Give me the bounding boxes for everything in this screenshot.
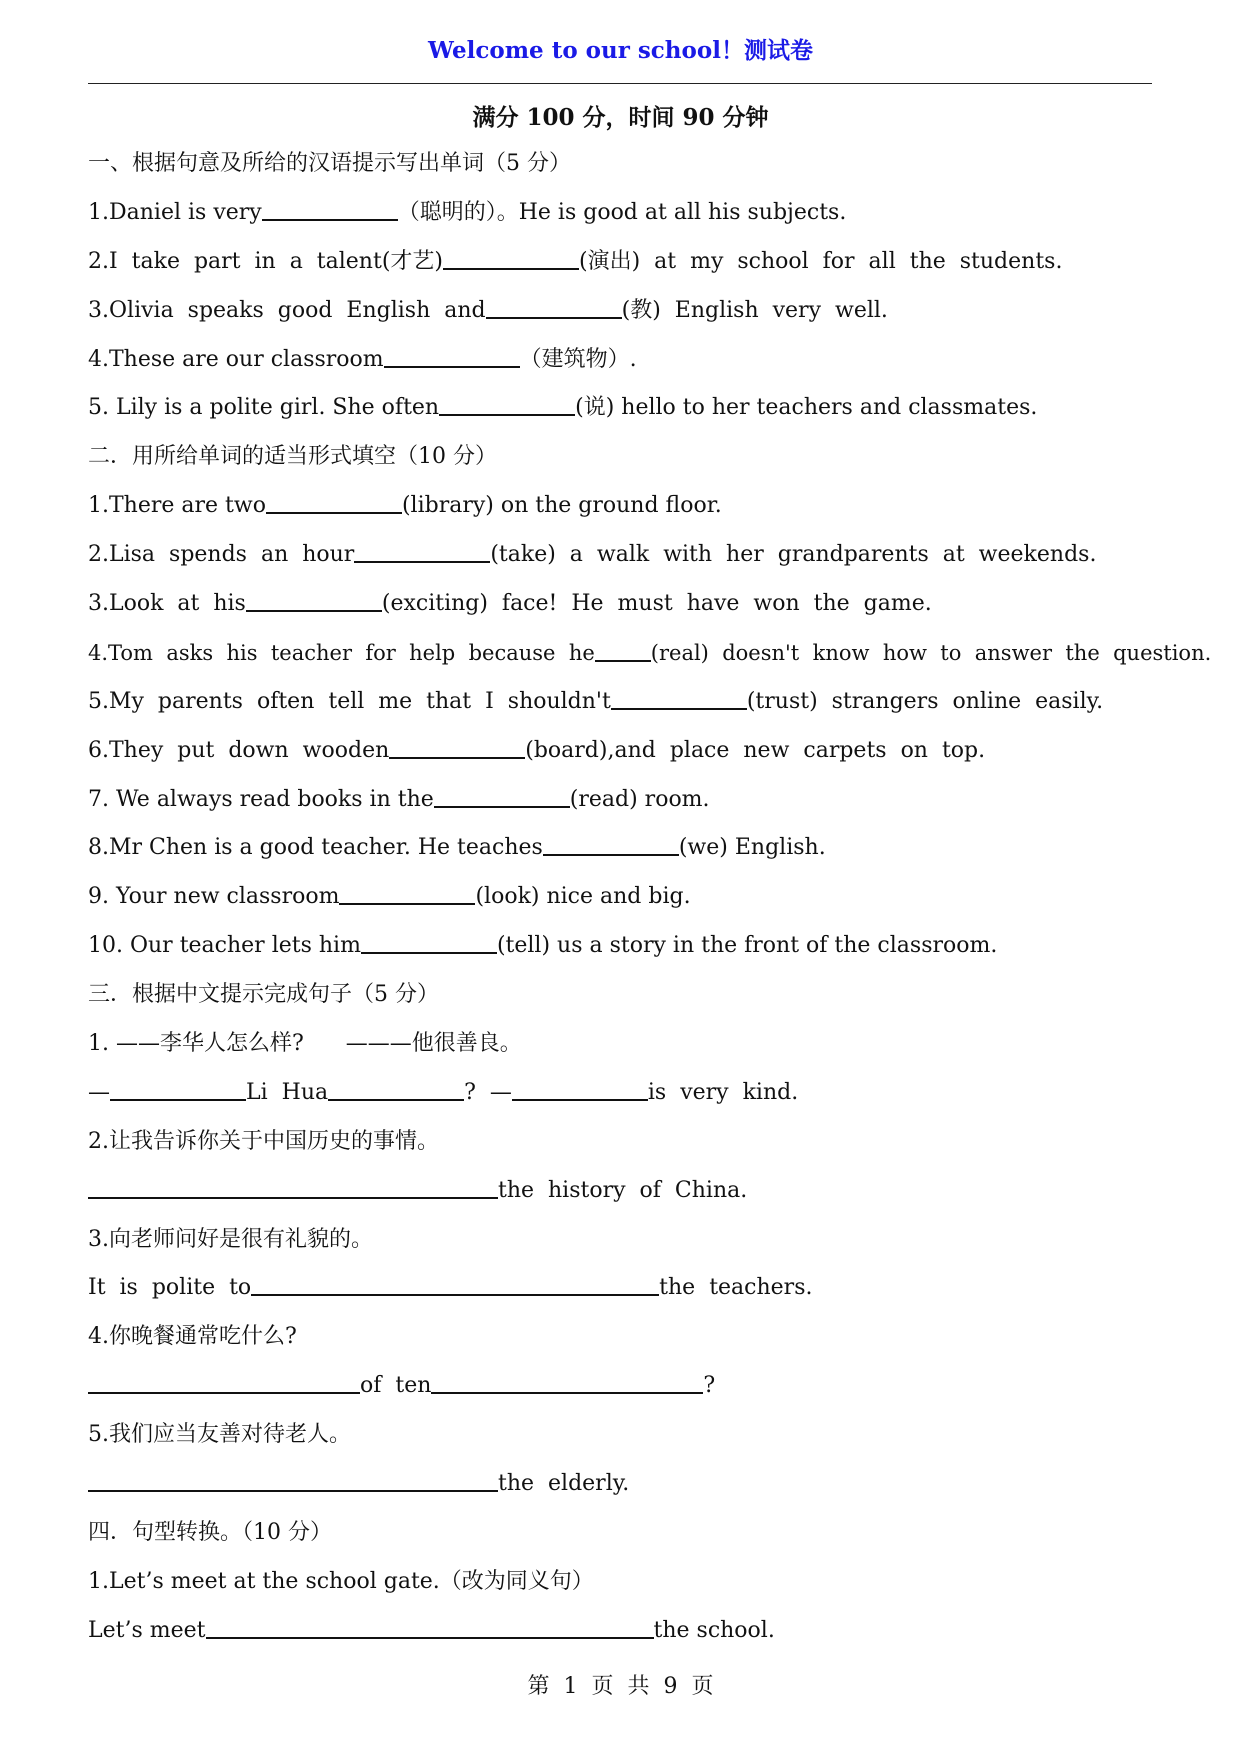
s2-question-1 [88, 482, 1168, 531]
s2-q5-answer-blank[interactable] [611, 688, 747, 710]
s2-question-3 [88, 580, 1168, 629]
exam-body [88, 140, 1212, 1656]
s2-q5-text-after: (trust) strangers online easily. [746, 688, 1104, 714]
s1-question-5 [88, 384, 1168, 433]
s2-q3-answer-blank[interactable] [246, 590, 382, 612]
s2-q7-text-before: 7. We always read books in the [88, 786, 434, 812]
s3-q5-answer-line [88, 1460, 1168, 1509]
s3-q3-answer-blank[interactable] [251, 1274, 659, 1296]
s1-question-1 [88, 189, 1168, 238]
s2-question-5 [88, 678, 1168, 727]
s1-q1-text-after: （聪明的）。He is good at all his subjects. [397, 199, 847, 225]
s2-q3-text-before: 3.Look at his [88, 591, 246, 617]
s2-q10-answer-blank[interactable] [361, 932, 497, 954]
s3-q2-answer-blank[interactable] [88, 1177, 498, 1199]
s2-q2-text-after: (take) a walk with her grandparents at weekends. [490, 542, 1097, 568]
s1-q3-text-before: 3.Olivia speaks good English and [88, 297, 486, 323]
s1-q4-text-before: 4.These are our classroom [88, 346, 384, 372]
section-1-heading: 一、根据句意及所给的汉语提示写出单词（5 分） [88, 151, 571, 176]
s2-q6-answer-blank[interactable] [389, 737, 525, 759]
s2-question-4 [88, 629, 1212, 678]
s2-question-7 [88, 776, 1168, 825]
score-time-line: 满分 100 分，时间 90 分钟 [472, 104, 769, 131]
s2-q8-text-after: (we) English. [678, 835, 826, 861]
s4-q1-prompt: 1.Let’s meet at the school gate.（改为同义句） [88, 1568, 594, 1594]
section-4-heading: 四．句型转换。（10 分） [88, 1519, 332, 1545]
s3-q3-prompt: 3.向老师问好是很有礼貌的。 [88, 1226, 373, 1252]
s2-q9-text-before: 9. Your new classroom [88, 884, 340, 910]
page-number-footer: 第 1 页 共 9 页 [527, 1674, 714, 1699]
s1-q5-answer-blank[interactable] [439, 394, 575, 416]
s2-q1-text-after: (library) on the ground floor. [401, 493, 722, 519]
s4-q1-answer-blank[interactable] [206, 1617, 654, 1639]
s2-q2-answer-blank[interactable] [354, 541, 490, 563]
s2-question-6 [88, 727, 1168, 776]
s3-q1-dash: — [88, 1079, 110, 1105]
s4-q1-text-before: Let’s meet [88, 1617, 206, 1643]
s3-q1-prompt: 1. ——李华人怎么样? ———他很善良。 [88, 1031, 522, 1057]
s2-q9-answer-blank[interactable] [339, 883, 475, 905]
s2-q8-answer-blank[interactable] [543, 834, 679, 856]
s2-q2-text-before: 2.Lisa spends an hour [88, 542, 355, 568]
s3-q1-text-li-hua: Li Hua [246, 1079, 329, 1105]
s1-q1-text-before: 1.Daniel is very [88, 199, 262, 225]
s2-q4-text-after: (real) doesn't know how to answer the question. [650, 640, 1212, 665]
s2-question-2 [88, 531, 1168, 580]
s3-q2-prompt: 2.让我告诉你关于中国历史的事情。 [88, 1128, 439, 1154]
s2-q3-text-after: (exciting) face! He must have won the game. [381, 591, 932, 617]
s3-q4-question-mark: ? [703, 1373, 716, 1399]
s3-q3-answer-line [88, 1264, 1168, 1313]
s2-question-10 [88, 922, 1168, 971]
s2-q1-text-before: 1.There are two [88, 493, 266, 519]
s2-q5-text-before: 5.My parents often tell me that I shouldn't [88, 688, 611, 714]
s3-q4-blank-2[interactable] [431, 1372, 703, 1394]
s3-q2-answer-line [88, 1167, 1168, 1216]
header-divider [88, 83, 1152, 84]
s3-q5-text-after: the elderly. [498, 1471, 630, 1497]
s1-q1-answer-blank[interactable] [262, 199, 398, 221]
s3-q3-text-before: It is polite to [88, 1275, 252, 1301]
s3-q1-blank-3[interactable] [512, 1079, 648, 1101]
s3-q1-blank-1[interactable] [110, 1079, 246, 1101]
s3-q3-text-after: the teachers. [659, 1275, 813, 1301]
s1-q3-text-after: (教) English very well. [621, 297, 888, 323]
s3-q2-text-after: the history of China. [498, 1177, 748, 1203]
page-title: Welcome to our school！测试卷 [428, 37, 813, 64]
s2-q10-text-after: (tell) us a story in the front of the classroom. [496, 933, 998, 959]
s1-q2-text-before: 2.I take part in a talent(才艺) [88, 248, 443, 274]
s1-question-4 [88, 336, 1168, 385]
section-3-heading: 三．根据中文提示完成句子（5 分） [88, 982, 439, 1008]
s2-q4-answer-blank[interactable] [595, 640, 651, 662]
s4-q1-text-after: the school. [653, 1617, 775, 1643]
s2-q8-text-before: 8.Mr Chen is a good teacher. He teaches [88, 835, 543, 861]
s2-q6-text-after: (board),and place new carpets on top. [525, 737, 986, 763]
s3-q1-text-question: ? — [464, 1079, 512, 1105]
s1-q5-text-before: 5. Lily is a polite girl. She often [88, 395, 440, 421]
s2-q7-answer-blank[interactable] [434, 786, 570, 808]
s1-q3-answer-blank[interactable] [486, 297, 622, 319]
s3-q5-answer-blank[interactable] [88, 1470, 498, 1492]
s3-q1-text-kind: is very kind. [647, 1079, 799, 1105]
s2-q9-text-after: (look) nice and big. [475, 884, 691, 910]
s1-q4-answer-blank[interactable] [384, 346, 520, 368]
s2-question-9 [88, 873, 1168, 922]
s3-q1-blank-2[interactable] [328, 1079, 464, 1101]
s2-q4-text-before: 4.Tom asks his teacher for help because he [88, 640, 595, 665]
s1-question-2 [88, 238, 1168, 287]
s3-q5-prompt: 5.我们应当友善对待老人。 [88, 1422, 351, 1448]
s3-q4-prompt: 4.你晚餐通常吃什么? [88, 1324, 297, 1350]
s3-q4-answer-line [88, 1362, 1168, 1411]
s2-question-8 [88, 824, 1168, 873]
s1-q5-text-after: (说) hello to her teachers and classmates. [575, 395, 1038, 421]
s2-q6-text-before: 6.They put down wooden [88, 737, 390, 763]
s3-q1-answer-line [88, 1069, 1168, 1118]
s1-q2-text-after: (演出) at my school for all the students. [579, 248, 1063, 274]
s1-question-3 [88, 287, 1168, 336]
s3-q4-blank-1[interactable] [88, 1372, 360, 1394]
s3-q4-text-of-ten: of ten [360, 1373, 432, 1399]
s2-q7-text-after: (read) room. [569, 786, 710, 812]
s4-q1-answer-line [88, 1607, 1168, 1656]
s1-q2-answer-blank[interactable] [443, 248, 579, 270]
s1-q4-text-after: （建筑物）. [519, 346, 637, 372]
s2-q10-text-before: 10. Our teacher lets him [88, 933, 361, 959]
s2-q1-answer-blank[interactable] [266, 492, 402, 514]
section-2-heading: 二．用所给单词的适当形式填空（10 分） [88, 444, 497, 470]
